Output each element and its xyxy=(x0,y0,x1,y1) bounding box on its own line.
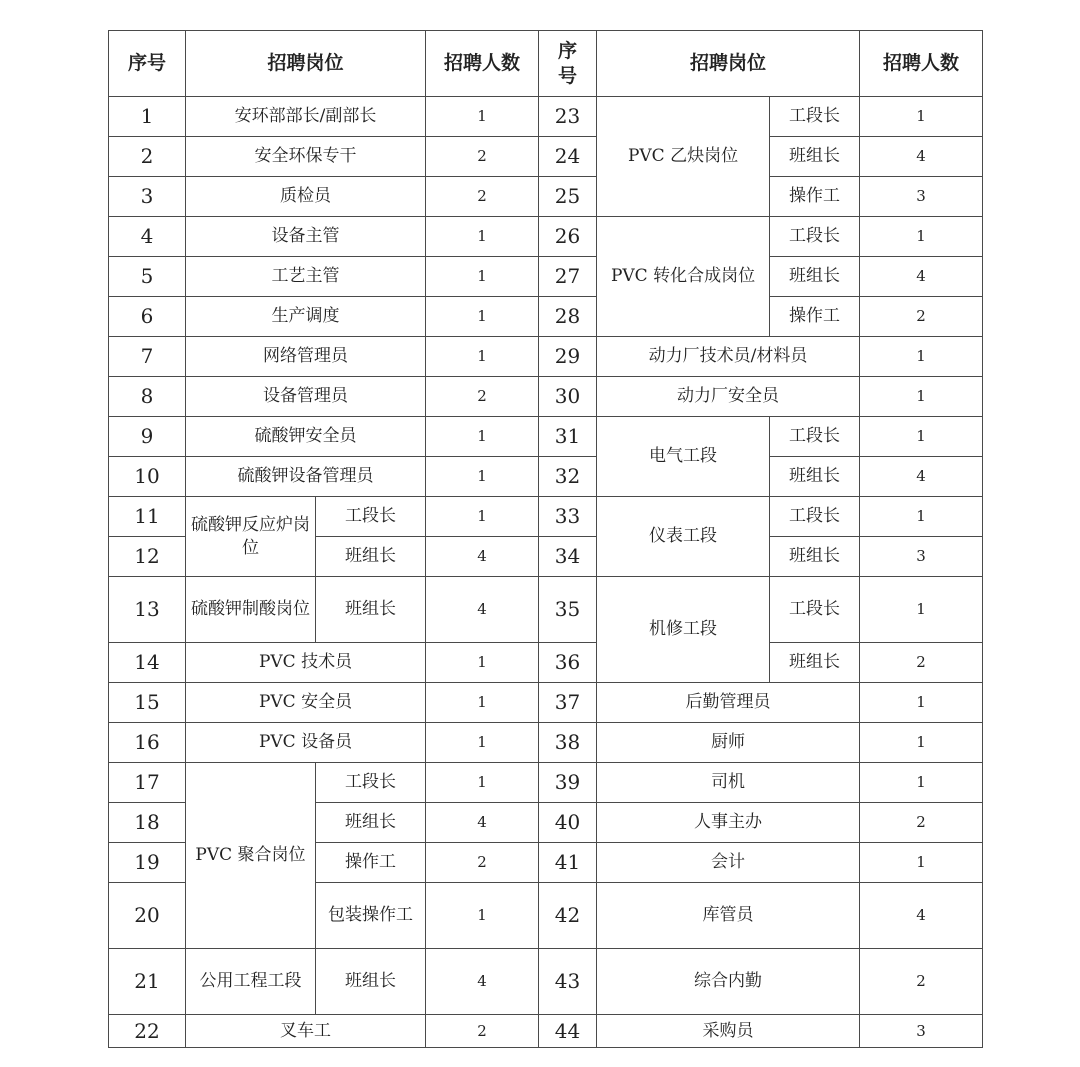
position-name: 动力厂技术员/材料员 xyxy=(597,337,860,377)
row-number: 20 xyxy=(109,883,186,949)
recruit-count: 3 xyxy=(860,537,983,577)
position-name: 安环部部长/副部长 xyxy=(186,97,426,137)
row-number: 27 xyxy=(539,257,597,297)
recruit-count: 1 xyxy=(860,497,983,537)
row-number: 43 xyxy=(539,949,597,1015)
row-number: 38 xyxy=(539,723,597,763)
row-number: 40 xyxy=(539,803,597,843)
table-row xyxy=(109,137,983,177)
table-row xyxy=(109,643,983,683)
row-number: 5 xyxy=(109,257,186,297)
position-name: 硫酸钾安全员 xyxy=(186,417,426,457)
table-row xyxy=(109,723,983,763)
header-row xyxy=(109,31,983,97)
row-number: 42 xyxy=(539,883,597,949)
position-name: 动力厂安全员 xyxy=(597,377,860,417)
recruit-count: 4 xyxy=(860,457,983,497)
position-group: 公用工程工段 xyxy=(186,949,316,1015)
recruit-count: 1 xyxy=(860,683,983,723)
header-count-right: 招聘人数 xyxy=(860,31,983,97)
row-number: 3 xyxy=(109,177,186,217)
sub-position: 工段长 xyxy=(770,217,860,257)
table-row xyxy=(109,297,983,337)
sub-position: 班组长 xyxy=(316,537,426,577)
sub-position: 班组长 xyxy=(770,257,860,297)
header-seq-right: 序 号 xyxy=(539,31,597,97)
row-number: 39 xyxy=(539,763,597,803)
row-number: 29 xyxy=(539,337,597,377)
position-name: 库管员 xyxy=(597,883,860,949)
position-group: PVC 乙炔岗位 xyxy=(597,97,770,217)
row-number: 35 xyxy=(539,577,597,643)
recruit-count: 2 xyxy=(426,177,539,217)
position-name: 综合内勤 xyxy=(597,949,860,1015)
position-name: 安全环保专干 xyxy=(186,137,426,177)
sub-position: 班组长 xyxy=(770,643,860,683)
row-number: 28 xyxy=(539,297,597,337)
recruit-count: 2 xyxy=(426,843,539,883)
row-number: 31 xyxy=(539,417,597,457)
row-number: 36 xyxy=(539,643,597,683)
position-name: 叉车工 xyxy=(186,1015,426,1048)
table-row xyxy=(109,763,983,803)
table-row xyxy=(109,177,983,217)
position-name: 设备主管 xyxy=(186,217,426,257)
recruit-count: 4 xyxy=(860,883,983,949)
recruit-count: 1 xyxy=(860,577,983,643)
table-row xyxy=(109,97,983,137)
table-row xyxy=(109,1015,983,1048)
row-number: 15 xyxy=(109,683,186,723)
row-number: 1 xyxy=(109,97,186,137)
sub-position: 工段长 xyxy=(316,497,426,537)
sub-position: 班组长 xyxy=(770,137,860,177)
header-seq-left: 序号 xyxy=(109,31,186,97)
row-number: 6 xyxy=(109,297,186,337)
recruit-count: 1 xyxy=(426,683,539,723)
row-number: 22 xyxy=(109,1015,186,1048)
row-number: 33 xyxy=(539,497,597,537)
header-count-left: 招聘人数 xyxy=(426,31,539,97)
recruit-count: 2 xyxy=(426,1015,539,1048)
recruit-count: 3 xyxy=(860,177,983,217)
position-name: 硫酸钾设备管理员 xyxy=(186,457,426,497)
row-number: 2 xyxy=(109,137,186,177)
row-number: 34 xyxy=(539,537,597,577)
row-number: 23 xyxy=(539,97,597,137)
row-number: 25 xyxy=(539,177,597,217)
row-number: 19 xyxy=(109,843,186,883)
position-group: 仪表工段 xyxy=(597,497,770,577)
sub-position: 工段长 xyxy=(770,497,860,537)
position-name: 质检员 xyxy=(186,177,426,217)
table-row xyxy=(109,257,983,297)
recruit-count: 1 xyxy=(426,337,539,377)
row-number: 17 xyxy=(109,763,186,803)
sub-position: 班组长 xyxy=(770,537,860,577)
table-row xyxy=(109,577,983,643)
recruit-count: 2 xyxy=(860,803,983,843)
recruit-count: 1 xyxy=(426,643,539,683)
table-row xyxy=(109,949,983,1015)
position-name: 后勤管理员 xyxy=(597,683,860,723)
row-number: 10 xyxy=(109,457,186,497)
recruit-count: 4 xyxy=(426,577,539,643)
position-name: 司机 xyxy=(597,763,860,803)
sub-position: 工段长 xyxy=(316,763,426,803)
position-name: 设备管理员 xyxy=(186,377,426,417)
row-number: 11 xyxy=(109,497,186,537)
row-number: 9 xyxy=(109,417,186,457)
recruit-count: 1 xyxy=(426,97,539,137)
recruit-count: 1 xyxy=(860,843,983,883)
row-number: 13 xyxy=(109,577,186,643)
recruit-count: 2 xyxy=(860,297,983,337)
position-group: 硫酸钾制酸岗位 xyxy=(186,577,316,643)
position-group: 机修工段 xyxy=(597,577,770,683)
recruit-count: 1 xyxy=(426,883,539,949)
row-number: 37 xyxy=(539,683,597,723)
sub-position: 工段长 xyxy=(770,97,860,137)
recruit-count: 1 xyxy=(426,297,539,337)
position-name: PVC 设备员 xyxy=(186,723,426,763)
position-name: PVC 技术员 xyxy=(186,643,426,683)
recruit-count: 1 xyxy=(860,377,983,417)
recruit-count: 2 xyxy=(860,643,983,683)
row-number: 12 xyxy=(109,537,186,577)
row-number: 24 xyxy=(539,137,597,177)
row-number: 21 xyxy=(109,949,186,1015)
row-number: 44 xyxy=(539,1015,597,1048)
recruit-count: 1 xyxy=(860,417,983,457)
position-group: PVC 聚合岗位 xyxy=(186,763,316,949)
position-name: 会计 xyxy=(597,843,860,883)
recruit-count: 1 xyxy=(426,217,539,257)
recruit-count: 1 xyxy=(860,97,983,137)
row-number: 26 xyxy=(539,217,597,257)
table-row xyxy=(109,683,983,723)
position-group: PVC 转化合成岗位 xyxy=(597,217,770,337)
recruit-count: 1 xyxy=(860,723,983,763)
row-number: 32 xyxy=(539,457,597,497)
recruit-count: 1 xyxy=(860,217,983,257)
recruit-count: 4 xyxy=(860,137,983,177)
sub-position: 班组长 xyxy=(316,803,426,843)
table-row xyxy=(109,377,983,417)
position-name: 厨师 xyxy=(597,723,860,763)
recruit-count: 1 xyxy=(860,763,983,803)
recruit-count: 1 xyxy=(860,337,983,377)
recruit-count: 4 xyxy=(860,257,983,297)
recruit-count: 1 xyxy=(426,763,539,803)
position-name: 工艺主管 xyxy=(186,257,426,297)
position-name: 采购员 xyxy=(597,1015,860,1048)
table-row xyxy=(109,497,983,537)
table-row xyxy=(109,417,983,457)
position-name: 人事主办 xyxy=(597,803,860,843)
recruit-count: 2 xyxy=(426,377,539,417)
position-group: 硫酸钾反应炉岗位 xyxy=(186,497,316,577)
sub-position: 包装操作工 xyxy=(316,883,426,949)
table-row xyxy=(109,337,983,377)
row-number: 41 xyxy=(539,843,597,883)
recruit-count: 2 xyxy=(426,137,539,177)
table-row xyxy=(109,457,983,497)
recruit-count: 4 xyxy=(426,803,539,843)
sub-position: 班组长 xyxy=(770,457,860,497)
header-position-left: 招聘岗位 xyxy=(186,31,426,97)
row-number: 30 xyxy=(539,377,597,417)
sub-position: 班组长 xyxy=(316,577,426,643)
sub-position: 操作工 xyxy=(770,177,860,217)
sub-position: 工段长 xyxy=(770,417,860,457)
row-number: 7 xyxy=(109,337,186,377)
recruit-count: 1 xyxy=(426,257,539,297)
position-name: PVC 安全员 xyxy=(186,683,426,723)
row-number: 4 xyxy=(109,217,186,257)
recruitment-table xyxy=(108,30,983,1048)
sub-position: 操作工 xyxy=(316,843,426,883)
table-row xyxy=(109,217,983,257)
sub-position: 班组长 xyxy=(316,949,426,1015)
recruit-count: 1 xyxy=(426,457,539,497)
recruit-count: 4 xyxy=(426,949,539,1015)
position-group: 电气工段 xyxy=(597,417,770,497)
recruit-count: 1 xyxy=(426,417,539,457)
recruit-count: 3 xyxy=(860,1015,983,1048)
position-name: 网络管理员 xyxy=(186,337,426,377)
row-number: 8 xyxy=(109,377,186,417)
row-number: 16 xyxy=(109,723,186,763)
sub-position: 工段长 xyxy=(770,577,860,643)
row-number: 14 xyxy=(109,643,186,683)
recruit-count: 4 xyxy=(426,537,539,577)
header-position-right: 招聘岗位 xyxy=(597,31,860,97)
sub-position: 操作工 xyxy=(770,297,860,337)
row-number: 18 xyxy=(109,803,186,843)
recruit-count: 1 xyxy=(426,723,539,763)
recruit-count: 2 xyxy=(860,949,983,1015)
recruit-count: 1 xyxy=(426,497,539,537)
position-name: 生产调度 xyxy=(186,297,426,337)
